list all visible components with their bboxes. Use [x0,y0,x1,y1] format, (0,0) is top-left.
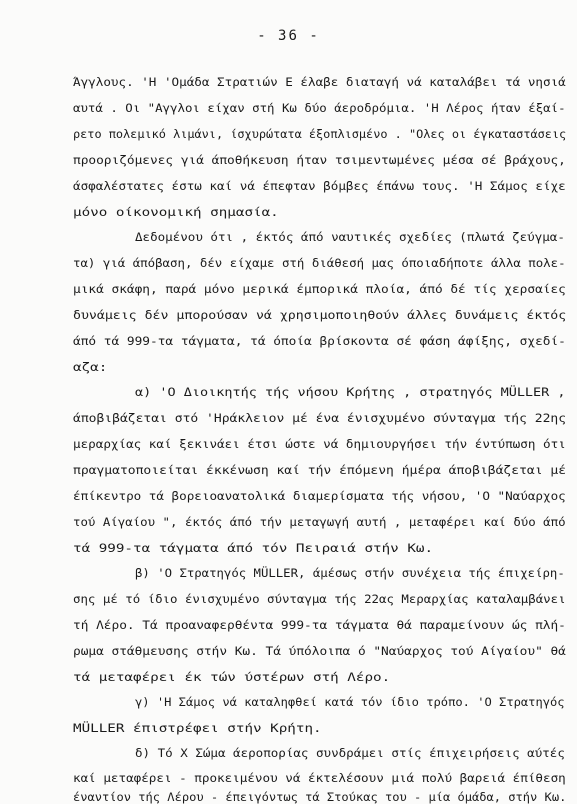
text-line: Δεδομένου ότι , έκτός άπό ναυτικές σχεδίες (πλωτά ζεύγμα- [135,230,565,244]
text-line: MÜLLER έπιστρέφει στήν Κρήτη. [73,721,322,735]
text-line: αζα: [73,360,108,374]
text-line: α) 'Ο Διοικητής τής νήσου Κρήτης , στρατηγός MÜLLER , [135,385,566,399]
text-line: καί μεταφέρει - προκειμένου νά έκτελέσουν μιά πολύ βαρειά έπίθεση [73,771,566,785]
text-line: άποβιβάζεται στό 'Ηράκλειον μέ ένα ένισχυμένο σύνταγμα τής 22ης [73,411,567,425]
text-line: ρετο πολεμικό λιμάνι, ίσχυρώτατα έξοπλισμένο . "Ολες οι έγκαταστάσεις [73,127,567,141]
text-line: τά μεταφέρει έκ τών ύστέρων στή Λέρο. [73,670,391,684]
text-line: β) 'Ο Στρατηγός MÜLLER, άμέσως στήν συνέχεια τής έπιχείρη- [135,566,565,580]
text-line: μόνο οίκονομική σημασία. [73,205,279,219]
text-line: ρωμα στάθμευσης στήν Κω. Τά ύπόλοιπα ό "Ναύαρχος τού Αίγαίου" θά [73,644,566,658]
text-line: προοριζόμενες γιά άποθήκευση ήταν τσιμεντωμένες μέσα σέ βράχους, [73,153,566,167]
text-line: Άγγλους. 'Η 'Ομάδα Στρατιών Ε έλαβε διαταγή νά καταλάβει τά νησιά [73,75,566,89]
text-line: έναντίον τής Λέρου - έπειγόντως τά Στούκας του - μία όμάδα, στήν Κω. [73,790,567,804]
text-line: μεραρχίας καί ξεκινάει έτσι ώστε νά δημιουργήσει τήν έντύπωση ότι [73,437,566,451]
page-number: - 36 - [257,28,320,44]
text-line: σης μέ τό ίδιο ένισχυμένο σύνταγμα τής 22ας Μεραρχίας καταλαμβάνει [73,592,566,606]
text-line: δυνάμεις δέν μπορούσαν νά χρησιμοποιηθούν άλλες δυνάμεις έκτός [73,308,567,322]
text-line: άσφαλέστατες έστω καί νά έπεφταν βόμβες έπάνω τους. 'Η Σάμος είχε [73,179,566,193]
text-line: τά 999-τα τάγματα άπό τόν Πειραιά στήν Κω. [73,541,434,555]
text-line: γ) 'Η Σάμος νά καταληφθεί κατά τόν ίδιο τρόπο. 'Ο Στρατηγός [135,695,565,709]
text-line: μικά σκάφη, παρά μόνο μερικά έμπορικά πλοία, άπό δέ τίς χερσαίες [73,282,566,296]
text-line: τή Λέρο. Τά προαναφερθέντα 999-τα τάγματα θά παραμείνουν ώς πλή- [73,618,566,632]
text-line: δ) Τό Χ Σώμα άεροπορίας συνδράμει στίς έπιχειρήσεις αύτές [135,746,565,760]
text-line: τού Αίγαίου ", έκτός άπό τήν μεταγωγή αυτή , μεταφέρει καί δύο άπό [73,515,566,529]
text-line: πραγματοποιείται έκκένωση καί τήν έπόμενη ήμέρα άποβιβάζεται μέ [73,463,567,477]
text-line: τα) γιά άπόβαση, δέν είχαμε στή διάθεσή μας όποιαδήποτε άλλα πολε- [73,256,566,270]
text-line: έπίκεντρο τά βορειοανατολικά διαμερίσματα τής νήσου, 'Ο "Ναύαρχος [73,489,566,503]
text-line: άπό τά 999-τα τάγματα, τά όποία βρίσκοντα σέ φάση άφίξης, σχεδί- [73,334,566,348]
text-line: αυτά . Οι "Αγγλοι είχαν στή Κω δύο άεροδρόμια. 'Η Λέρος ήταν έξαί- [73,101,566,115]
